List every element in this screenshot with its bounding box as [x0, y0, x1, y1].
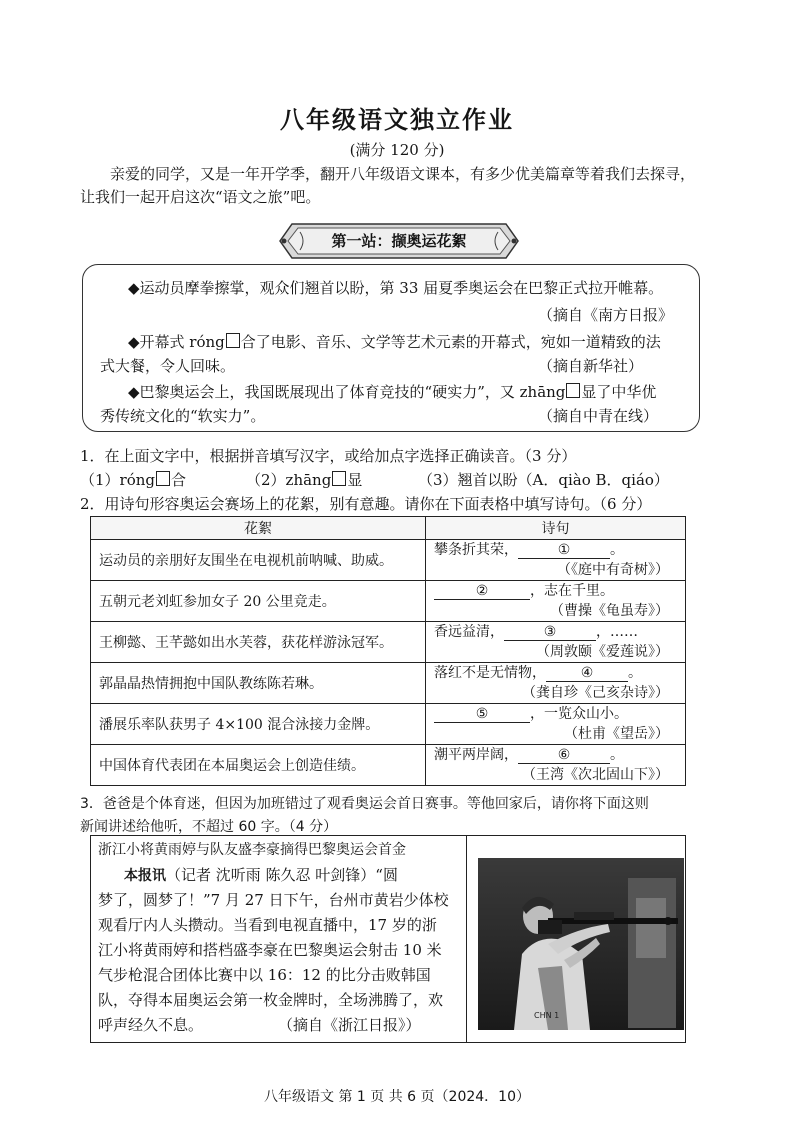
quote-2-line-2: 式大餐，令人回味。 [100, 357, 236, 375]
table-row [91, 663, 686, 704]
quote-2-part-a: ◆开幕式 róng [128, 333, 225, 351]
quote-2-part-b: 合了电影、音乐、文学等艺术元素的开幕式，宛如一道精致的法 [240, 333, 661, 351]
table-row [91, 540, 686, 581]
news-line-2: 梦了，圆梦了！”7 月 27 日下午，台州市黄岩少体校 [98, 891, 449, 909]
shooter-photo [478, 858, 684, 1030]
quote-2-source: （摘自新华社） [538, 357, 644, 375]
question-1-part-3: （3）翘首以盼（A．qiào B．qiáo） [418, 471, 669, 489]
news-source: （摘自《浙江日报》） [278, 1016, 421, 1034]
poem-source: （周敦颐《爱莲说》） [536, 644, 669, 660]
page-title: 八年级语文独立作业 [280, 105, 514, 134]
news-divider [466, 835, 467, 1043]
poem-post: 。 [628, 665, 642, 681]
poem-source: （《庭中有奇树》） [557, 562, 669, 578]
news-line-4: 江小将黄雨婷和搭档盛李豪在巴黎奥运会射击 10 米 [98, 941, 442, 959]
news-line-1-rest: （记者 沈听雨 陈久忍 叶剑锋）“圆 [166, 866, 398, 884]
poem-cell [426, 663, 686, 704]
question-3-stem-2: 新闻讲述给他听，不超过 60 字。（4 分） [80, 819, 338, 835]
poem-post: 。 [610, 542, 624, 558]
photo-caption: CHN 1 [534, 1011, 560, 1020]
poem-table [90, 516, 686, 786]
poem-source: （王湾《次北固山下》） [522, 767, 669, 783]
event-cell: 中国体育代表团在本届奥运会上创造佳绩。 [91, 745, 426, 786]
poem-pre: 潮平两岸阔， [434, 747, 518, 763]
answer-blank-3[interactable]: ③ [504, 624, 596, 641]
event-cell: 王柳懿、王芊懿如出水芙蓉，获花样游泳冠军。 [91, 622, 426, 663]
event-cell: 潘展乐率队获男子 4×100 混合泳接力金牌。 [91, 704, 426, 745]
fill-box[interactable] [332, 471, 346, 486]
event-cell: 五朝元老刘虹参加女子 20 公里竞走。 [91, 581, 426, 622]
poem-pre: 香远益清， [434, 624, 504, 640]
poem-source: （龚自珍《己亥杂诗》） [522, 685, 669, 701]
event-cell: 运动员的亲朋好友围坐在电视机前呐喊、助威。 [91, 540, 426, 581]
quote-3-source: （摘自中青在线） [538, 407, 659, 425]
poem-cell [426, 745, 686, 786]
quote-1: ◆运动员摩拳擦掌，观众们翘首以盼，第 33 届夏季奥运会在巴黎正式拉开帷幕。 [128, 279, 664, 297]
table-row [91, 745, 686, 786]
poem-source: （曹操《龟虽寿》） [550, 603, 669, 619]
answer-blank-4[interactable]: ④ [546, 665, 628, 682]
table-row [91, 622, 686, 663]
poem-post: ，一览众山小。 [530, 706, 628, 722]
poem-pre: 攀条折其荣， [434, 542, 518, 558]
fill-box[interactable] [156, 471, 170, 486]
quote-3-line-2: 秀传统文化的“软实力”。 [100, 407, 266, 425]
question-1-part-2 [246, 468, 362, 492]
poem-source: （杜甫《望岳》） [564, 726, 669, 742]
news-lead: 本报讯 [124, 868, 166, 884]
poem-pre: 落红不是无情物， [434, 665, 546, 681]
quote-3-part-b: 显了中华优 [581, 383, 657, 401]
question-3-stem-1: 3．爸爸是个体育迷，但因为加班错过了观看奥运会首日赛事。等他回家后，请你将下面这则 [80, 796, 649, 812]
q1-p1-pinyin: （1）róng [80, 471, 156, 489]
q1-p2-char: 显 [347, 471, 363, 489]
full-score: (满分 120 分) [349, 141, 445, 159]
answer-blank-1[interactable]: ① [518, 542, 610, 559]
poem-post: ，志在千里。 [530, 583, 614, 599]
q1-p2-pinyin: （2）zhāng [246, 471, 332, 489]
intro-line-2: 让我们一起开启这次“语文之旅”吧。 [80, 188, 321, 206]
poem-cell [426, 622, 686, 663]
news-line-7: 呼声经久不息。 [98, 1016, 204, 1034]
news-line-3: 观看厅内人头攒动。当看到电视直播中，17 岁的浙 [98, 916, 437, 934]
col-header-poem: 诗句 [426, 517, 686, 540]
news-line-5: 气步枪混合团体比赛中以 16：12 的比分击败韩国 [98, 966, 431, 984]
poem-post: ，…… [596, 624, 638, 640]
q1-p1-char: 合 [171, 471, 187, 489]
question-2-stem: 2．用诗句形容奥运会赛场上的花絮，别有意趣。请你在下面表格中填写诗句。（6 分） [80, 495, 652, 513]
answer-blank-6[interactable]: ⑥ [518, 747, 610, 764]
news-line-6: 队，夺得本届奥运会第一枚金牌时，全场沸腾了，欢 [98, 991, 444, 1009]
col-header-event: 花絮 [91, 517, 426, 540]
news-title: 浙江小将黄雨婷与队友盛李豪摘得巴黎奥运会首金 [98, 842, 406, 858]
answer-blank-2[interactable]: ② [434, 583, 530, 600]
question-1-stem: 1．在上面文字中，根据拼音填写汉字，或给加点字选择正确读音。（3 分） [80, 447, 577, 465]
table-row [91, 704, 686, 745]
poem-cell [426, 704, 686, 745]
poem-cell [426, 540, 686, 581]
section-banner-title: 第一站：撷奥运花絮 [331, 232, 467, 250]
answer-blank-5[interactable]: ⑤ [434, 706, 530, 723]
poem-cell [426, 581, 686, 622]
page-footer: 八年级语文 第 1 页 共 6 页（2024．10） [264, 1089, 530, 1105]
poem-post: 。 [610, 747, 624, 763]
quote-2 [128, 330, 661, 354]
quote-1-source: （摘自《南方日报》 [538, 306, 674, 324]
intro-line-1: 亲爱的同学，又是一年开学季，翻开八年级语文课本，有多少优美篇章等着我们去探寻， [110, 165, 696, 183]
question-1-part-1 [80, 468, 186, 492]
table-header-row [91, 517, 686, 540]
news-line-1 [124, 863, 398, 889]
fill-box[interactable] [566, 383, 580, 398]
table-row [91, 581, 686, 622]
fill-box[interactable] [226, 333, 240, 348]
quote-3 [128, 380, 656, 404]
quote-3-part-a: ◆巴黎奥运会上，我国既展现出了体育竞技的“硬实力”，又 zhāng [128, 383, 566, 401]
event-cell: 郭晶晶热情拥抱中国队教练陈若琳。 [91, 663, 426, 704]
